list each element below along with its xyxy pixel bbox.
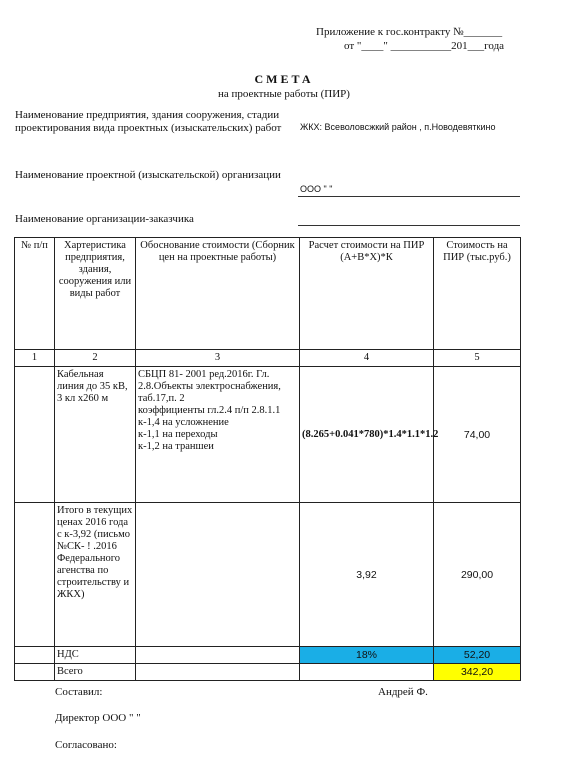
basis-line: к-1,1 на переходы [138, 429, 218, 440]
header-cost: Стоимость на ПИР (тыс.руб.) [434, 238, 521, 350]
basis-line: к-1,2 на траншеи [138, 441, 214, 452]
row-basis [136, 367, 300, 503]
row-description: Итого в текущих ценах 2016 года с к-3,92 (письмо №СК- ! .2016 Федерального агенства по строительству и ЖКХ) [55, 503, 136, 647]
designer-label: Наименование проектной (изыскательской) организации [15, 169, 281, 181]
vat-cost: 52,20 [434, 647, 521, 664]
composed-by-name: Андрей Ф. [378, 686, 428, 698]
header-basis: Обоснование стоимости (Сборник цен на проектные работы) [136, 238, 300, 350]
total-cost: 342,20 [434, 664, 521, 681]
appendix-line: Приложение к гос.контракту №_______ [316, 26, 503, 38]
row-cost: 290,00 [434, 503, 521, 647]
header-calculation: Расчет стоимости на ПИР (А+В*Х)*К [300, 238, 434, 350]
column-number: 2 [55, 350, 136, 367]
row-number-cell [15, 367, 55, 503]
total-label: Всего [55, 664, 136, 681]
estimate-table [14, 237, 521, 681]
row-basis [136, 647, 300, 664]
row-calculation: 3,92 [300, 503, 434, 647]
vat-row [15, 647, 521, 664]
column-number: 1 [15, 350, 55, 367]
document-subtitle: на проектные работы (ПИР) [218, 88, 350, 100]
composed-by-label: Составил: [55, 686, 103, 698]
table-header-row [15, 238, 521, 350]
row-description: Кабельная линия до 35 кВ, 3 кл х260 м [55, 367, 136, 503]
row-cost: 74,00 [434, 367, 521, 503]
column-number: 4 [300, 350, 434, 367]
contract-date-line: от "____" ___________201___года [344, 40, 505, 52]
agreed-label: Согласовано: [55, 739, 117, 751]
customer-underline [298, 225, 520, 226]
object-value: ЖКХ: Всеволовсжкий район , п.Новодевяткино [300, 122, 496, 132]
column-numbers-row [15, 350, 521, 367]
header-number: № п/п [15, 238, 55, 350]
designer-underline [298, 196, 520, 197]
row-calculation: (8.265+0.041*780)*1.4*1.1*1.2 [300, 367, 434, 503]
basis-line: СБЦП 81- 2001 ред.2016г. Гл. 2.8.Объекты электроснабжения, таб.17,п. 2 [138, 369, 281, 404]
column-number: 5 [434, 350, 521, 367]
row-basis [136, 664, 300, 681]
customer-label: Наименование организации-заказчика [15, 213, 194, 225]
header-description: Хартеристика предприятия, здания, сооружения или виды работ [55, 238, 136, 350]
column-number: 3 [136, 350, 300, 367]
total-row [15, 664, 521, 681]
row-basis [136, 503, 300, 647]
table-row [15, 503, 521, 647]
row-calculation [300, 664, 434, 681]
row-number-cell [15, 647, 55, 664]
document-title: СМЕТА [254, 72, 314, 86]
designer-value: ООО " " [300, 184, 333, 194]
director-label: Директор ООО " " [55, 712, 141, 724]
row-number-cell [15, 664, 55, 681]
row-number-cell [15, 503, 55, 647]
vat-rate: 18% [300, 647, 434, 664]
object-label: Наименование предприятия, здания сооружения, стадии проектирования вида проектных (изыскательских) работ [15, 109, 282, 134]
basis-line: коэффициенты гл.2.4 п/п 2.8.1.1 [138, 405, 281, 416]
vat-label: НДС [55, 647, 136, 664]
table-row [15, 367, 521, 503]
basis-line: к-1,4 на усложнение [138, 417, 229, 428]
